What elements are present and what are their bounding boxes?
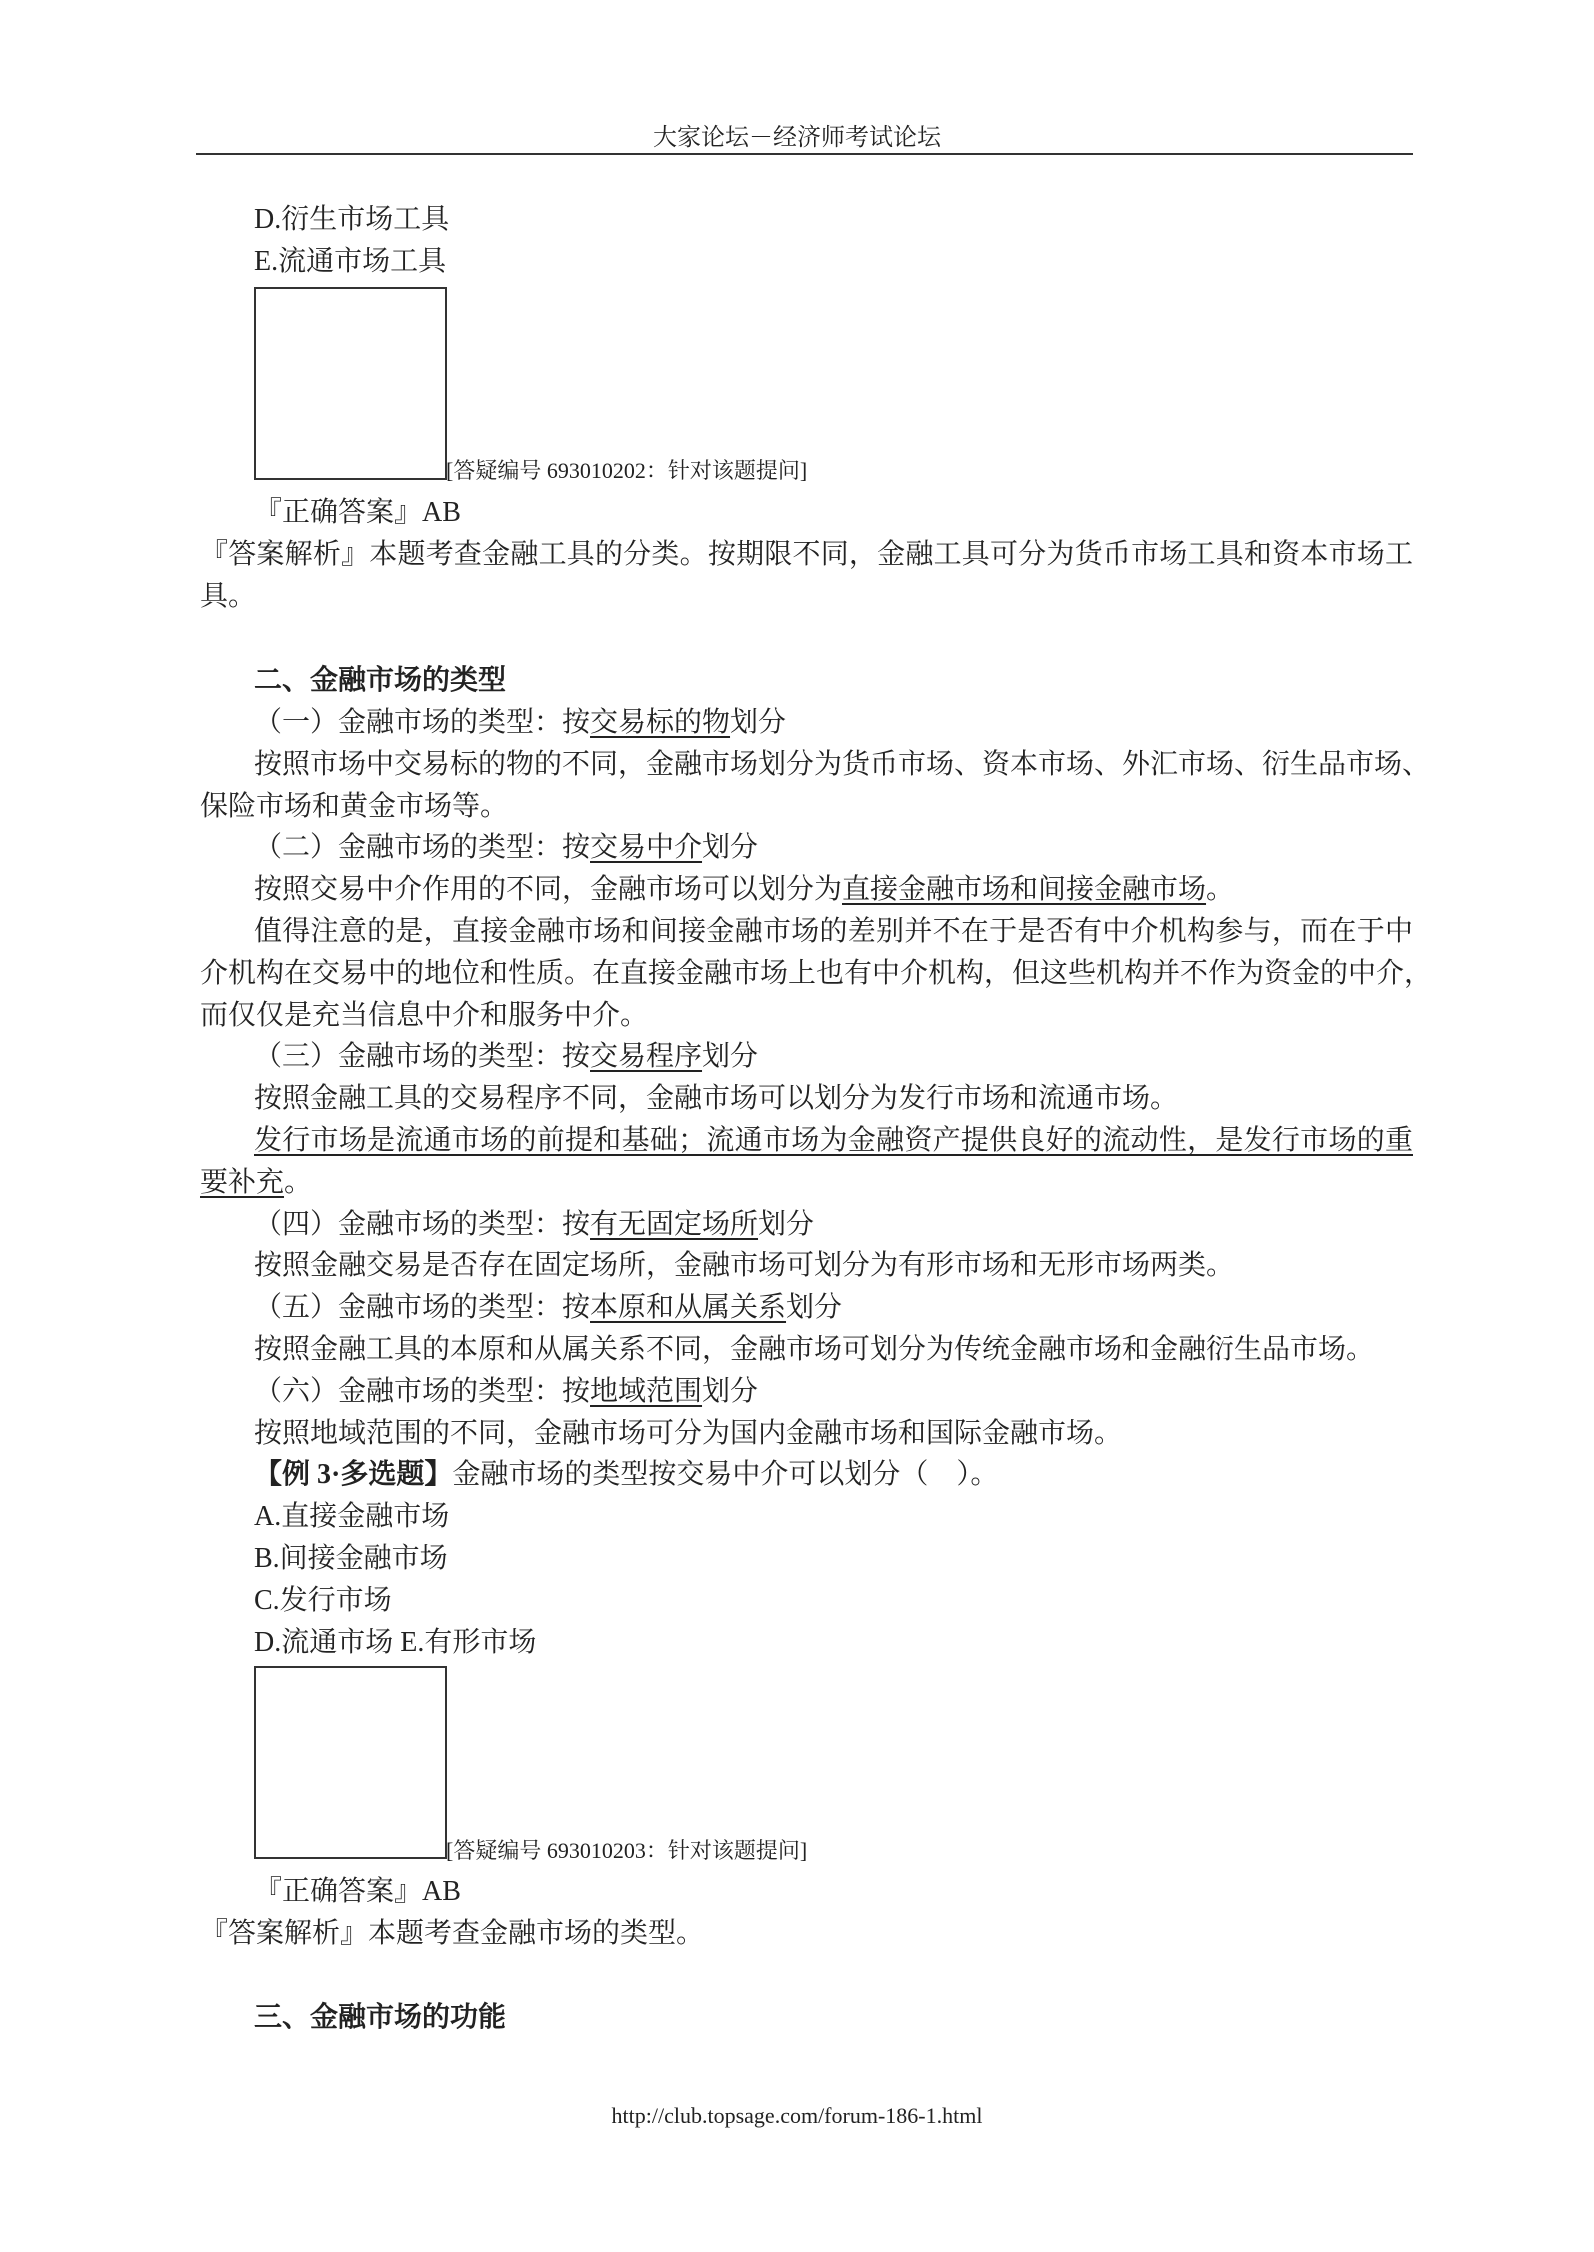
text: 。 xyxy=(284,1167,313,1198)
q2-option-b: B.间接金融市场 xyxy=(254,1543,448,1574)
text: 划分 xyxy=(702,1041,759,1072)
paragraph-line xyxy=(254,869,1234,911)
text: 划分 xyxy=(702,832,759,863)
q1-option-d: D.衍生市场工具 xyxy=(254,204,450,235)
text: 划分 xyxy=(702,1376,759,1407)
q1-image-placeholder xyxy=(254,287,447,480)
q2-stem xyxy=(254,1454,998,1496)
paragraph-line: 按照金融交易是否存在固定场所，金融市场可划分为有形市场和无形市场两类。 xyxy=(254,1250,1235,1281)
underlined-text: 发行市场是流通市场的前提和基础；流通市场为金融资产提供良好的流动性，是发行市场的重 xyxy=(254,1125,1413,1156)
text: 。 xyxy=(1206,874,1235,905)
paragraph-line: 按照金融工具的交易程序不同，金融市场可以划分为发行市场和流通市场。 xyxy=(254,1083,1179,1114)
footer-url[interactable]: http://club.topsage.com/forum-186-1.html xyxy=(611,2103,983,2128)
paragraph-line xyxy=(254,1120,1413,1162)
text: 划分 xyxy=(730,707,787,738)
text: （四）金融市场的类型：按 xyxy=(254,1209,591,1240)
text: （五）金融市场的类型：按 xyxy=(254,1292,591,1323)
text: （一）金融市场的类型：按 xyxy=(254,707,591,738)
paragraph-line xyxy=(200,1162,312,1204)
subheading-6 xyxy=(254,1371,758,1413)
paragraph-line: 按照金融工具的本原和从属关系不同，金融市场可划分为传统金融市场和金融衍生品市场。 xyxy=(254,1334,1375,1365)
paragraph-line: 保险市场和黄金市场等。 xyxy=(200,791,509,822)
text: 划分 xyxy=(786,1292,843,1323)
paragraph-line: 而仅仅是充当信息中介和服务中介。 xyxy=(200,1000,649,1031)
paragraph-line: 值得注意的是，直接金融市场和间接金融市场的差别并不在于是否有中介机构参与，而在于中 xyxy=(254,916,1413,947)
q2-option-de: D.流通市场 E.有形市场 xyxy=(254,1627,537,1658)
subheading-5 xyxy=(254,1287,842,1329)
page-header: 大家论坛－经济师考试论坛 xyxy=(653,125,941,151)
text: （三）金融市场的类型：按 xyxy=(254,1041,591,1072)
underlined-text: 地域范围 xyxy=(590,1376,703,1407)
subheading-1 xyxy=(254,702,786,744)
underlined-text: 交易程序 xyxy=(590,1041,703,1072)
q1-option-e: E.流通市场工具 xyxy=(254,246,447,277)
underlined-text: 交易标的物 xyxy=(590,707,731,738)
underlined-text: 交易中介 xyxy=(590,832,703,863)
q1-answer: 『正确答案』AB xyxy=(254,497,461,528)
underlined-text: 要补充 xyxy=(200,1167,285,1198)
paragraph-line: 按照地域范围的不同，金融市场可分为国内金融市场和国际金融市场。 xyxy=(254,1418,1123,1449)
paragraph-line: 介机构在交易中的地位和性质。在直接金融市场上也有中介机构，但这些机构并不作为资金的中介， xyxy=(200,958,1433,989)
underlined-text: 直接金融市场和间接金融市场 xyxy=(842,874,1207,905)
q2-answer: 『正确答案』AB xyxy=(254,1876,461,1907)
q1-analysis-line: 『答案解析』本题考查金融工具的分类。按期限不同，金融工具可分为货币市场工具和资本市场工 xyxy=(200,539,1413,570)
subheading-4 xyxy=(254,1204,814,1246)
q1-ask-link[interactable]: [答疑编号 693010202：针对该题提问] xyxy=(446,458,808,483)
q2-analysis: 『答案解析』本题考查金融市场的类型。 xyxy=(200,1918,705,1949)
header-rule xyxy=(196,153,1413,155)
underlined-text: 本原和从属关系 xyxy=(590,1292,787,1323)
underlined-text: 有无固定场所 xyxy=(590,1209,759,1240)
q2-option-a: A.直接金融市场 xyxy=(254,1501,450,1532)
q1-analysis-line: 具。 xyxy=(200,581,257,612)
text: 划分 xyxy=(758,1209,815,1240)
paragraph-line: 按照市场中交易标的物的不同，金融市场划分为货币市场、资本市场、外汇市场、衍生品市场、 xyxy=(254,749,1431,780)
q2-ask-link[interactable]: [答疑编号 693010203：针对该题提问] xyxy=(446,1838,808,1863)
text: （二）金融市场的类型：按 xyxy=(254,832,591,863)
subheading-3 xyxy=(254,1036,758,1078)
text: （六）金融市场的类型：按 xyxy=(254,1376,591,1407)
text: 按照交易中介作用的不同，金融市场可以划分为 xyxy=(254,874,843,905)
q2-image-placeholder xyxy=(254,1666,447,1859)
q2-option-c: C.发行市场 xyxy=(254,1585,392,1616)
section3-title: 三、金融市场的功能 xyxy=(254,2002,507,2033)
question-tag: 【例 3·多选题】 xyxy=(254,1459,453,1490)
section2-title: 二、金融市场的类型 xyxy=(254,665,507,696)
question-text: 金融市场的类型按交易中介可以划分（ ）。 xyxy=(452,1459,999,1490)
subheading-2 xyxy=(254,827,758,869)
